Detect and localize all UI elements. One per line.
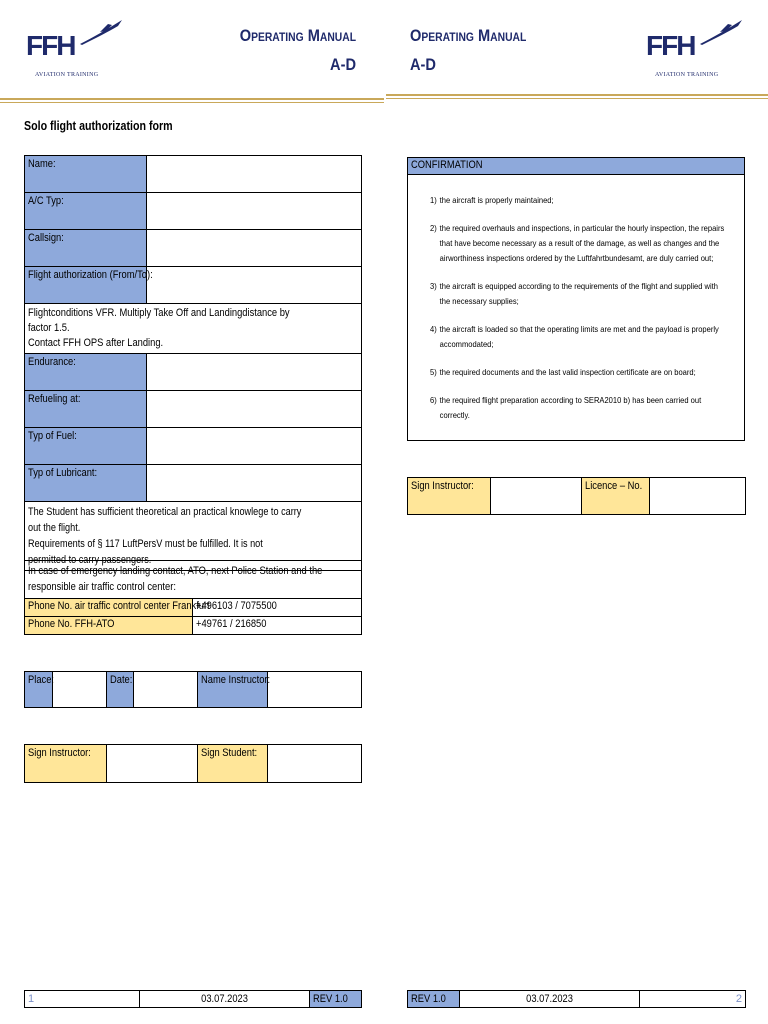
header-rule-right-thin [386, 98, 768, 99]
logo-wordmark: FFH [646, 30, 695, 61]
label-date: Date: [107, 672, 134, 708]
footer-right [407, 990, 746, 1008]
label-name: Name: [25, 156, 147, 193]
left-header-title: Operating Manual [239, 26, 356, 45]
header-rule-left [0, 98, 384, 100]
logo-subtitle: AVIATION TRAINING [35, 72, 99, 78]
sign-row-left [24, 744, 362, 783]
field-endurance[interactable] [147, 354, 362, 391]
label-name-instructor: Name Instructor: [198, 672, 268, 708]
form-title: Solo flight authorization form [24, 118, 173, 133]
header-rule-left-thin [0, 102, 384, 103]
field-name-instructor[interactable] [268, 672, 362, 708]
label-lubricant: Typ of Lubricant: [25, 465, 147, 502]
confirmation-item: 3) the aircraft is equipped according to the requirements of the flight and supplied with the necessary supplies; [430, 281, 718, 306]
field-place[interactable] [53, 672, 107, 708]
label-sign-instructor: Sign Instructor: [25, 745, 107, 783]
footer-revision: REV 1.0 [408, 991, 460, 1008]
emergency-intro: In case of emergency landing contact, ATO, next Police Station and the responsible air traffic control center: [25, 561, 362, 599]
label-sign-instructor: Sign Instructor: [408, 478, 491, 515]
authorization-form [24, 155, 362, 571]
flight-conditions-note: Flightconditions VFR. Multiply Take Off and Landingdistance by factor 1.5. Contact FFH OPS after Landing. [25, 304, 362, 354]
left-header-code: A-D [330, 55, 356, 74]
label-refueling: Refueling at: [25, 391, 147, 428]
field-sign-instructor[interactable] [107, 745, 198, 783]
confirmation-heading: CONFIRMATION [408, 158, 744, 175]
confirmation-item: 2) the required overhauls and inspections, in particular the hourly inspection, the repairs that have become necessary as a result of the damage, as well as changes and the airworthiness inspections ordered by the Luftfahrtbundesamt, are duly carried out; [430, 223, 725, 263]
confirmation-item: 5) the required documents and the last valid inspection certificate are on board; [430, 367, 696, 377]
label-sign-student: Sign Student: [198, 745, 268, 783]
field-refueling[interactable] [147, 391, 362, 428]
logo-wordmark: FFH [26, 30, 75, 61]
field-date[interactable] [134, 672, 198, 708]
student-requirements-note: The Student has sufficient theoretical an practical knowlege to carry out the flight. Requirements of § 117 LuftPersV must be fulfilled. It is not permitted to carry passengers. [25, 502, 362, 571]
footer-date: 03.07.2023 [140, 991, 310, 1008]
field-sign-student[interactable] [268, 745, 362, 783]
page-number: 1 [25, 991, 140, 1008]
right-logo [646, 18, 746, 80]
emergency-contacts [24, 560, 362, 635]
logo-subtitle: AVIATION TRAINING [655, 72, 719, 78]
confirmation-item: 4) the aircraft is loaded so that the operating limits are met and the payload is properly accommodated; [430, 324, 719, 349]
label-licence-no: Licence – No. [582, 478, 650, 515]
atc-frankfurt-phone: +496103 / 7075500 [193, 599, 362, 617]
field-name[interactable] [147, 156, 362, 193]
label-ffh-ato-phone: Phone No. FFH-ATO [25, 617, 193, 635]
place-date-row [24, 671, 362, 708]
label-atc-frankfurt-phone: Phone No. air traffic control center Frankfurt [25, 599, 193, 617]
footer-left [24, 990, 362, 1008]
label-fuel-type: Typ of Fuel: [25, 428, 147, 465]
right-header-code: A-D [410, 55, 436, 74]
field-licence-no[interactable] [650, 478, 746, 515]
right-header-title: Operating Manual [410, 26, 527, 45]
field-sign-instructor[interactable] [491, 478, 582, 515]
plane-icon [698, 18, 744, 46]
label-place: Place: [25, 672, 53, 708]
field-callsign[interactable] [147, 230, 362, 267]
field-ac-type[interactable] [147, 193, 362, 230]
confirmation-list [408, 193, 725, 423]
page-number: 2 [640, 991, 746, 1008]
label-ac-type: A/C Typ: [25, 193, 147, 230]
label-flight-authorization: Flight authorization (From/To): [25, 267, 147, 304]
field-lubricant[interactable] [147, 465, 362, 502]
ffh-ato-phone: +49761 / 216850 [193, 617, 362, 635]
plane-icon [78, 18, 124, 46]
footer-date: 03.07.2023 [460, 991, 640, 1008]
confirmation-box [407, 157, 745, 441]
header-rule-right [386, 94, 768, 96]
sign-row-right [407, 477, 746, 515]
left-logo [26, 18, 126, 80]
label-callsign: Callsign: [25, 230, 147, 267]
footer-revision: REV 1.0 [310, 991, 362, 1008]
confirmation-item: 1) the aircraft is properly maintained; [430, 195, 554, 205]
field-flight-authorization[interactable] [147, 267, 362, 304]
field-fuel-type[interactable] [147, 428, 362, 465]
label-endurance: Endurance: [25, 354, 147, 391]
confirmation-item: 6) the required flight preparation according to SERA2010 b) has been carried out correctly. [430, 395, 702, 420]
